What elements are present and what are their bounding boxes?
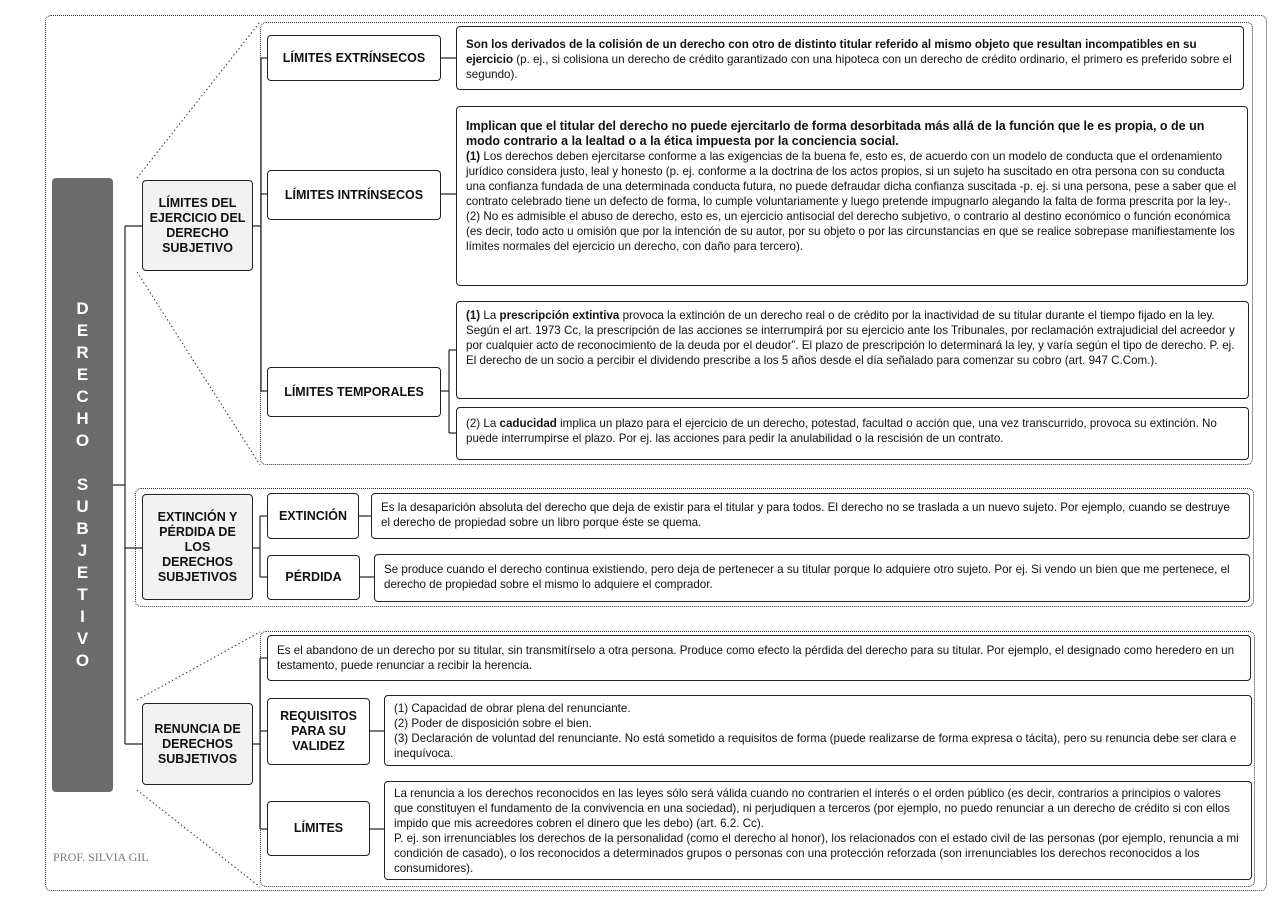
extincion-label: EXTINCIÓN [267,493,359,539]
main-title-letter: R [76,343,89,362]
main-title-letter: S [76,475,89,494]
main-title-letter: C [76,387,89,406]
requisito-1: (1) Capacidad de obrar plena del renunciante. [394,702,631,715]
intrinsecos-bold: Implican que el titular del derecho no puede ejercitarlo de forma desorbitada más allá de la función que le es propia, o de un modo contrario a la lealtad o a la ética impuesta por la conciencia social. [466,119,1205,148]
main-title-derecho-subjetivo [52,178,113,792]
main-title-letter: I [80,607,85,626]
perdida-label: PÉRDIDA [267,555,360,600]
limites-ejercicio-label: LÍMITES DEL EJERCICIO DEL DERECHO SUBJETIVO [142,180,253,271]
main-title-letter: E [76,365,89,384]
renuncia-limites-p1: La renuncia a los derechos reconocidos en las leyes sólo será válida cuando no contrarien el interés o el orden público (es decir, contrarios a principios o valores que constituyen el fundamento de la convivencia en una sociedad), ni perjudiquen a terceros (por ejemplo, no puedo renunciar a un derecho de crédito si con ellos impido que mis acreedores cobren el dinero que les debo) (art. 6.2. Cc). [394,787,1230,830]
extrinsecos-rest: (p. ej., si colisiona un derecho de crédito garantizado con una hipoteca con un derecho de crédito ordinario, el primero es preferido sobre el segundo). [466,53,1232,81]
extincion-perdida-label: EXTINCIÓN Y PÉRDIDA DE LOS DERECHOS SUBJETIVOS [142,494,253,600]
limites-extrinsecos-label: LÍMITES EXTRÍNSECOS [267,35,441,81]
main-title-letter: E [76,321,89,340]
perdida-text: Se produce cuando el derecho continua existiendo, pero deja de pertenecer a su titular porque lo adquiere otro sujeto. Por ej. Si vendo un bien que me pertenece, el derecho de propiedad sobre el mismo lo adquiere el comprador. [374,554,1250,602]
intrinsecos-p1-text: Los derechos deben ejercitarse conforme a las exigencias de la buena fe, esto es, de acuerdo con un modelo de conducta que el ordenamiento jurídico considera justo, leal y honesto (p. ej. conforme a la doctrina de los actos propios, si un sujeto ha suscitado en otra persona con su conducta una confianza fundada de una determinada conducta futura, no puede defraudar dicha confianza suscitada -p. ej. si una persona, pese a saber que el contrato celebrado tiene un defecto de forma, lo cumple voluntariamente y luego pretende impugnarlo alegando la falta de forma prescrita por la ley-. [466,150,1237,208]
prescripcion-num: (1) [466,309,481,322]
extrinsecos-bold: Son los derivados de la colisión de un derecho con otro de distinto titular referido al mismo objeto que resultan incompatibles en su ejercicio [466,38,1197,66]
main-title-letter: B [76,519,89,538]
renuncia-definicion-text: Es el abandono de un derecho por su titular, sin transmitírselo a otra persona. Produce como efecto la pérdida del derecho para su titular. Por ejemplo, el designado como heredero en un testamento, puede renunciar a recibir la herencia. [267,635,1251,681]
main-title-letter: E [76,563,89,582]
main-title-letter: O [75,651,90,670]
main-title-letter: D [76,299,89,318]
intrinsecos-p1-num: (1) [466,150,481,163]
caducidad-pre: (2) La [466,417,500,430]
limites-temporales-label: LÍMITES TEMPORALES [267,367,441,417]
requisitos-label: REQUISITOS PARA SU VALIDEZ [267,698,370,765]
renuncia-label: RENUNCIA DE DERECHOS SUBJETIVOS [142,703,253,785]
caducidad-text [456,407,1249,460]
main-title-letter: T [77,585,88,604]
prescripcion-bold: prescripción extintiva [499,309,620,322]
renuncia-limites-text [384,781,1252,880]
limites-intrinsecos-text [456,106,1248,286]
requisito-2: (2) Poder de disposición sobre el bien. [394,717,592,730]
limites-intrinsecos-label: LÍMITES INTRÍNSECOS [267,170,441,220]
main-title-letter: O [75,431,90,450]
requisitos-text [384,695,1252,766]
limites-extrinsecos-text [456,26,1244,90]
main-title-letter: V [76,629,89,648]
caducidad-bold: caducidad [499,417,557,430]
footer-author: PROF. SILVIA GIL [53,850,149,864]
requisito-3: (3) Declaración de voluntad del renunciante. No está sometido a requisitos de forma (puede realizarse de forma expresa o tácita), pero su renuncia debe ser clara e inequívoca. [394,732,1237,760]
renuncia-limites-label: LÍMITES [267,801,370,856]
main-title-letter: H [76,409,89,428]
intrinsecos-p1 [466,149,1238,209]
extincion-text: Es la desaparición absoluta del derecho que deja de existir para el titular y para todos. El derecho no se traslada a un nuevo sujeto. Por ejemplo, cuando se destruye el derecho de propiedad sobre un libro porque éste se quema. [371,493,1250,539]
caducidad-rest: implica un plazo para el ejercicio de un derecho, potestad, facultad o acción que, una vez transcurrido, provoca su extinción. No puede interrumpirse el plazo. Por ej. las acciones para pedir la anulabilidad o la rescisión de un contrato. [466,417,1217,445]
prescripcion-pre: La [480,309,500,322]
main-title-letter: U [76,497,89,516]
prescripcion-rest: provoca la extinción de un derecho real o de crédito por la inactividad de su titular durante el tiempo fijado en la ley. Según el art. 1973 Cc, la prescripción de las acciones se interrumpirá por su ejercicio ante los Tribunales, por reclamación extrajudicial del acreedor y por cualquier acto de reconocimiento de la deuda por el deudor”. El plazo de prescripción lo determinará la ley, y varía según el tipo de derecho. P. ej. El derecho de un socio a percibir el dividendo prescribe a los 5 años desde el día señalado para comenzar su cobro (art. 947 C.Com.). [466,309,1235,367]
prescripcion-text [456,301,1249,399]
renuncia-limites-p2: P. ej. son irrenunciables los derechos de la personalidad (como el derecho al honor), los relacionados con el estado civil de las personas (por ejemplo, renuncia a mi condición de casado), o los reconocidos a determinados grupos o personas con una protección reforzada (son irrenunciables los derechos reconocidos a los consumidores). [394,832,1239,875]
intrinsecos-p2: (2) No es admisible el abuso de derecho, esto es, un ejercicio antisocial del derecho subjetivo, o contrario al destino económico o función económica (es decir, todo acto u omisión que por la intención de su autor, por su objeto o por las circunstancias en que se realice sobrepase manifiestamente los límites normales del ejercicio un derecho, con daño para tercero). [466,210,1235,253]
main-title-letter: J [77,541,88,560]
